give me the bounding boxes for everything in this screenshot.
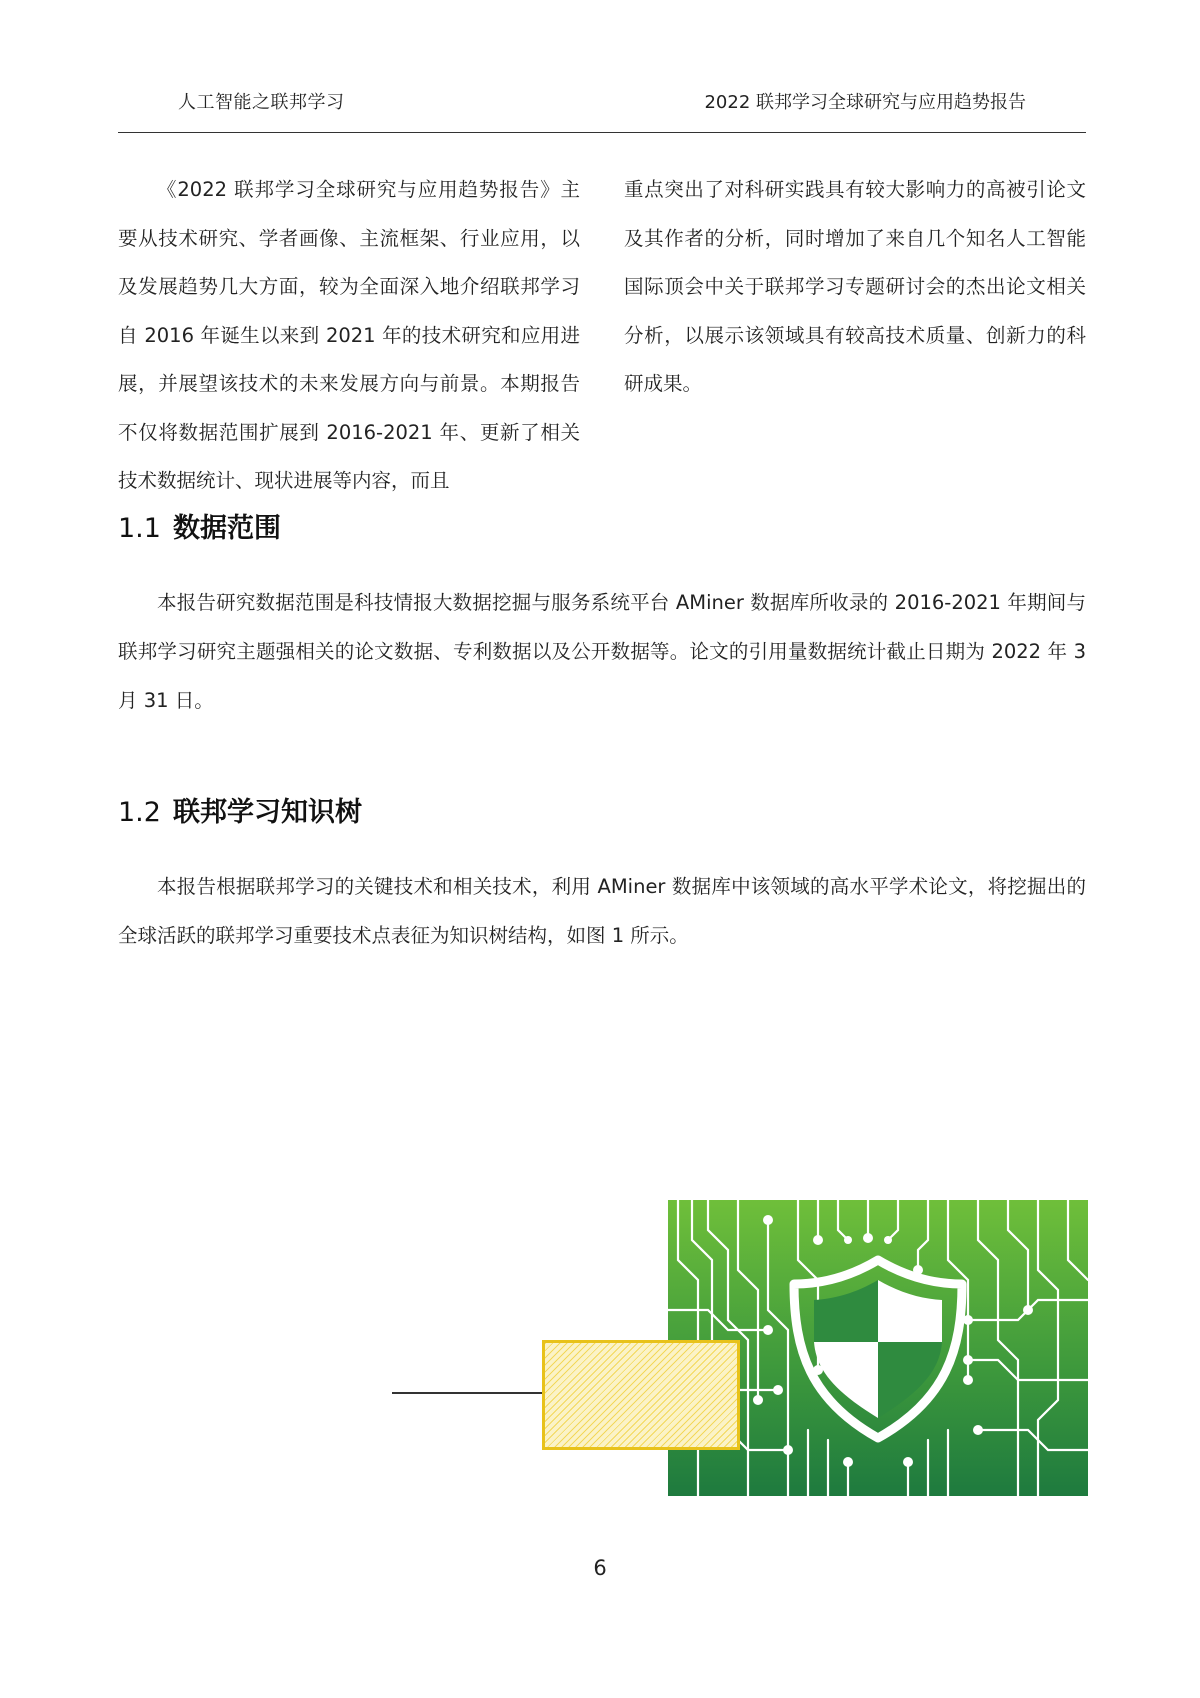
leader-line xyxy=(392,1392,542,1394)
header-left-title: 人工智能之联邦学习 xyxy=(178,92,345,113)
intro-left-column: 《2022 联邦学习全球研究与应用趋势报告》主要从技术研究、学者画像、主流框架、行业应用，以及发展趋势几大方面，较为全面深入地介绍联邦学习自 2016 年诞生以来到 2021 年的技术研究和应用进展，并展望该技术的未来发展方向与前景。本期报告不仅将数据范围扩展到 2016-2021 年、更新了相关技术数据统计、现状进展等内容，而且 xyxy=(118,178,580,492)
page-header xyxy=(118,88,1086,133)
figure-area xyxy=(392,1200,1088,1496)
intro-two-column xyxy=(118,166,1086,506)
callout-box xyxy=(542,1340,740,1450)
section-2-body: 本报告根据联邦学习的关键技术和相关技术，利用 AMiner 数据库中该领域的高水平学术论文，将挖掘出的全球活跃的联邦学习重要技术点表征为知识树结构，如图 1 所示。 xyxy=(118,875,1086,947)
section-1-body: 本报告研究数据范围是科技情报大数据挖掘与服务系统平台 AMiner 数据库所收录的 2016-2021 年期间与联邦学习研究主题强相关的论文数据、专利数据以及公开数据等。论文的引用量数据统计截止日期为 2022 年 3 月 31 日。 xyxy=(118,591,1086,712)
section-1-title: 数据范围 xyxy=(172,513,281,544)
section-2-heading xyxy=(118,790,362,829)
section-2-number: 1.2 xyxy=(118,797,161,828)
section-1-number: 1.1 xyxy=(118,513,161,544)
header-right-title: 2022 联邦学习全球研究与应用趋势报告 xyxy=(704,92,1026,113)
section-1-heading xyxy=(118,506,281,545)
intro-right-column: 重点突出了对科研实践具有较大影响力的高被引论文及其作者的分析，同时增加了来自几个知名人工智能国际顶会中关于联邦学习专题研讨会的杰出论文相关分析，以展示该领域具有较高技术质量、创新力的科研成果。 xyxy=(624,178,1086,395)
page-number: 6 xyxy=(593,1556,607,1580)
section-2-title: 联邦学习知识树 xyxy=(172,797,362,828)
